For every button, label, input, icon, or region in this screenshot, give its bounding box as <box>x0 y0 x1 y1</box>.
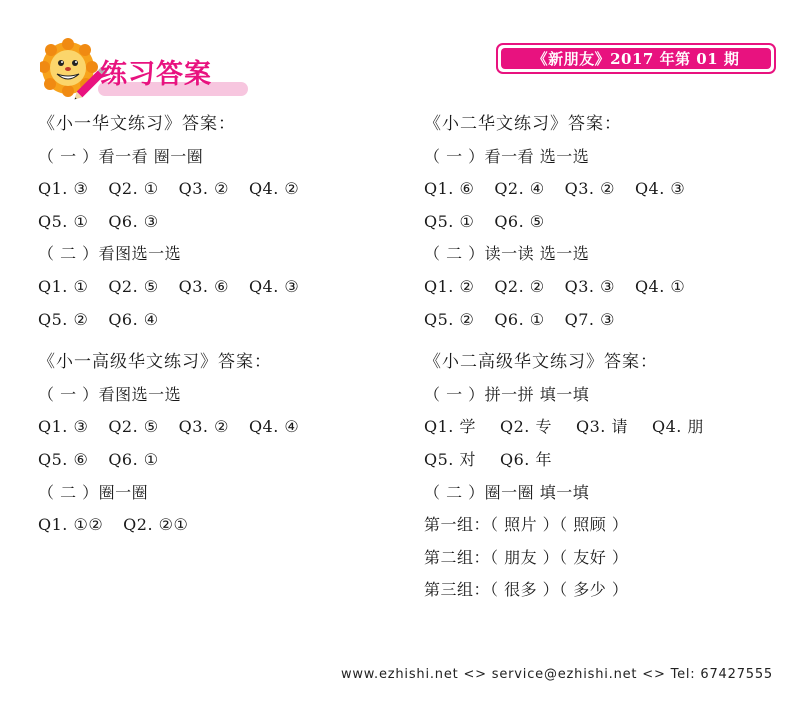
issue-label: 《新朋友》2017 年第 01 期 <box>501 48 771 69</box>
answer-row <box>38 304 398 337</box>
part-label: （ 二 ）看图选一选 <box>38 244 182 264</box>
part-label: （ 二 ）圈一圈 填一填 <box>424 482 590 502</box>
footer-contact: www.ezhishi.net <> service@ezhishi.net <> Tel: 67427555 <box>340 667 773 682</box>
answer-item: Q6. ④ <box>108 309 159 329</box>
issue-badge <box>496 43 776 74</box>
answer-row: 第一组：（ 照片 ）（ 照顾 ） <box>424 515 629 535</box>
answer-item: Q6. ① <box>494 309 545 329</box>
answer-item: Q6. ⑤ <box>494 211 545 231</box>
answer-item: Q2. 专 <box>499 417 552 437</box>
answer-section <box>38 108 398 336</box>
answer-item: Q2. ④ <box>494 179 545 199</box>
answer-item: Q6. ① <box>108 449 159 469</box>
answer-row <box>38 173 398 206</box>
answer-row <box>424 411 794 444</box>
section-heading: 《小一高级华文练习》答案： <box>38 352 272 373</box>
answer-row <box>424 304 794 337</box>
answer-item: Q4. 朋 <box>651 417 704 437</box>
answer-item: Q4. ③ <box>634 179 686 199</box>
answer-row <box>38 411 398 444</box>
part-label: （ 二 ）圈一圈 <box>38 482 149 502</box>
answer-item: Q3. ⑥ <box>178 276 229 296</box>
part-label: （ 一 ）看图选一选 <box>38 384 182 404</box>
answer-section <box>38 346 398 542</box>
part-label: （ 一 ）看一看 圈一圈 <box>38 146 204 166</box>
answer-row <box>424 173 794 206</box>
answers-right-column <box>424 108 794 607</box>
answer-row <box>424 444 794 477</box>
answer-item: Q2. ⑤ <box>108 417 159 437</box>
section-heading: 《小一华文练习》答案： <box>38 114 236 134</box>
answer-item: Q2. ② <box>494 276 545 296</box>
answer-item: Q5. 对 <box>424 449 476 469</box>
answer-item: Q6. ③ <box>108 211 159 231</box>
answer-item: Q4. ③ <box>248 276 300 296</box>
answer-item: Q5. ① <box>38 211 89 231</box>
answer-item: Q5. ② <box>38 309 89 329</box>
answer-row: 第二组：（ 朋友 ）（ 友好 ） <box>424 547 629 567</box>
answer-item: Q1. ③ <box>38 179 89 199</box>
answer-item: Q5. ① <box>424 211 475 231</box>
answer-item: Q4. ② <box>248 179 300 199</box>
answer-item: Q1. ② <box>424 276 475 296</box>
answer-item: Q1. ⑥ <box>424 179 475 199</box>
answer-item: Q6. 年 <box>499 449 552 469</box>
answer-item: Q1. 学 <box>424 417 476 437</box>
answer-item: Q3. ② <box>178 417 229 437</box>
answer-item: Q5. ⑥ <box>38 449 89 469</box>
answers-left-column <box>38 108 398 542</box>
answer-item: Q7. ③ <box>564 309 615 329</box>
part-label: （ 一 ）拼一拼 填一填 <box>424 384 590 404</box>
answer-row <box>38 271 398 304</box>
answer-row <box>424 206 794 239</box>
answer-row <box>38 206 398 239</box>
answer-row <box>38 444 398 477</box>
answer-item: Q5. ② <box>424 309 475 329</box>
answer-item: Q3. ③ <box>564 276 615 296</box>
answer-item: Q4. ① <box>634 276 686 296</box>
answer-item: Q3. 请 <box>575 417 628 437</box>
answer-row <box>424 271 794 304</box>
answer-item: Q3. ② <box>564 179 615 199</box>
answer-item: Q4. ④ <box>248 417 300 437</box>
answer-row: 第三组：（ 很多 ）（ 多少 ） <box>424 580 629 600</box>
answer-item: Q1. ①② <box>38 515 104 535</box>
answer-item: Q1. ① <box>38 276 89 296</box>
answer-item: Q2. ②① <box>123 515 189 535</box>
answer-row <box>38 509 398 542</box>
answer-item: Q2. ① <box>108 179 159 199</box>
answer-section <box>424 108 794 336</box>
answer-section <box>424 346 794 607</box>
page-title: 练习答案 <box>100 59 212 90</box>
section-heading: 《小二华文练习》答案： <box>424 114 622 134</box>
section-heading: 《小二高级华文练习》答案： <box>424 352 658 373</box>
answer-item: Q3. ② <box>178 179 229 199</box>
answer-item: Q2. ⑤ <box>108 276 159 296</box>
part-label: （ 一 ）看一看 选一选 <box>424 146 590 166</box>
answer-item: Q1. ③ <box>38 417 89 437</box>
part-label: （ 二 ）读一读 选一选 <box>424 244 590 264</box>
